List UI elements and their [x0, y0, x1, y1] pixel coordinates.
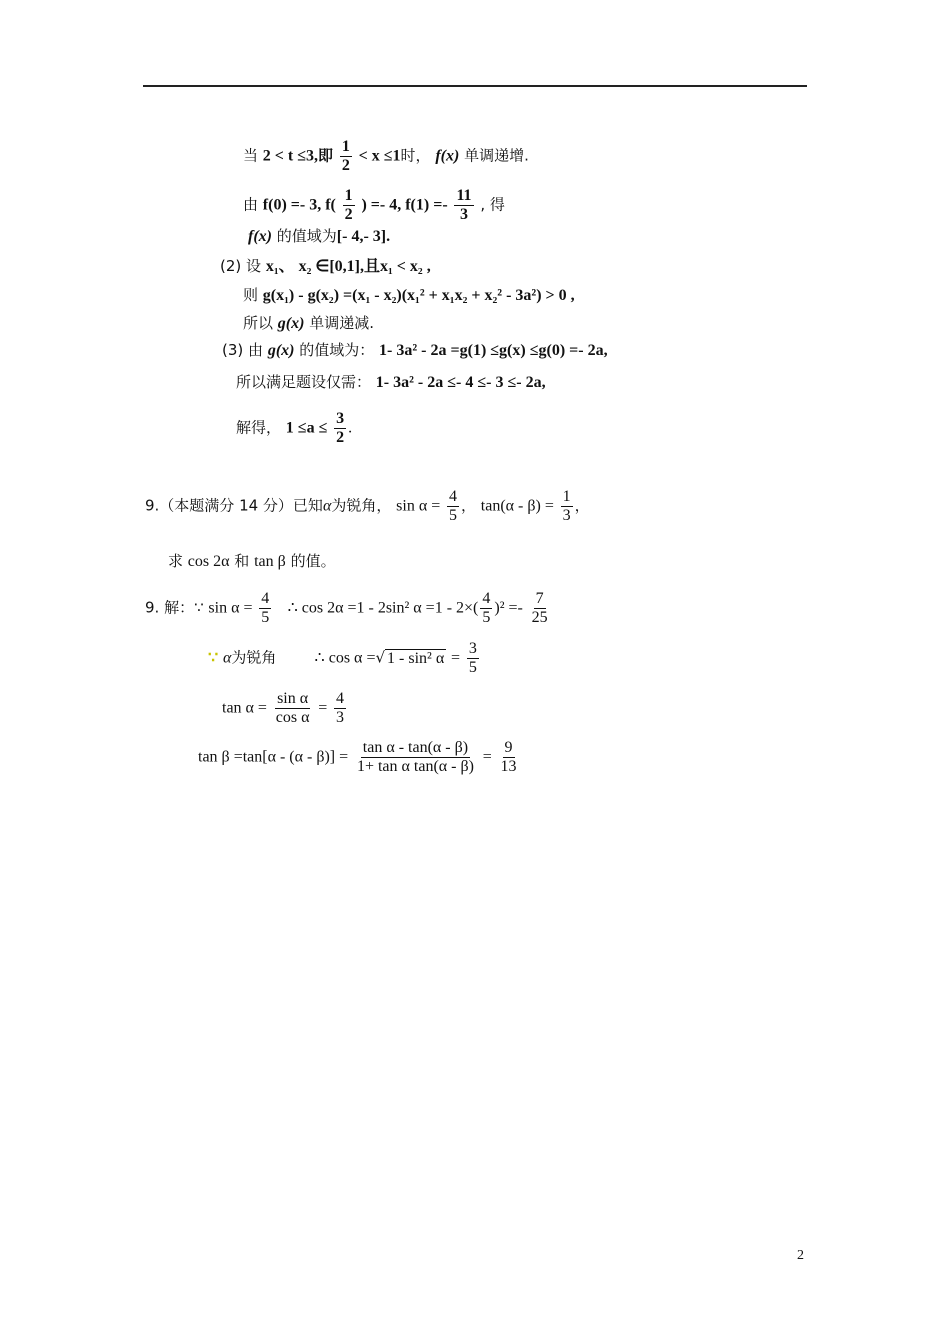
math-expr: =	[451, 649, 461, 667]
math-symbol: α	[222, 649, 232, 667]
math-expr: x₁、 x₂ ∈[0,1],且x₁ < x₂ ,	[265, 258, 431, 275]
fraction: $\frac{4}{3}$	[336, 690, 345, 726]
text: ，	[574, 496, 590, 515]
solution-9-line-4	[198, 739, 521, 776]
math-expr: < x ≤1	[358, 147, 401, 165]
text: 9.（本题满分 14 分）已知	[145, 496, 323, 515]
fraction: $\frac{4}{5}$	[449, 488, 457, 524]
solution-line-8	[236, 372, 546, 393]
fraction: $\frac{9}{13}$	[500, 739, 517, 775]
fraction: $\frac{7}{25}$	[531, 590, 548, 626]
sqrt-expr: 1 - sin² α	[387, 649, 445, 667]
solution-line-1	[243, 138, 529, 175]
text: 所以	[243, 314, 274, 332]
text: 时，	[400, 146, 431, 165]
text: 解得，	[236, 418, 282, 437]
fraction: $\frac{4}{5}$	[261, 590, 270, 626]
math-expr: f(x)	[248, 228, 272, 245]
math-expr: g(x)	[277, 315, 305, 332]
fraction: $\frac{3}{5}$	[468, 640, 477, 676]
math-expr: sin α =	[208, 599, 253, 617]
text: 的值。	[290, 552, 336, 570]
text: 为锐角，	[331, 496, 392, 515]
fraction: $\frac{3}{2}$	[336, 410, 345, 446]
because-symbol: ∵	[208, 649, 219, 667]
text: 的值域为：	[299, 341, 375, 359]
math-expr: ) =- 4, f(1) =-	[361, 196, 448, 214]
math-expr: ∴ cos α =	[314, 649, 376, 667]
fraction: $\frac{1}{3}$	[562, 488, 571, 524]
solution-9-line-3	[222, 690, 348, 727]
math-expr: =	[318, 699, 328, 717]
fraction: $\frac{1}{2}$	[344, 187, 353, 223]
text: 所以满足题设仅需：	[236, 373, 372, 391]
header-rule	[143, 85, 807, 87]
text: , 得	[480, 195, 505, 214]
math-expr: g(x)	[267, 342, 295, 359]
problem-9-ask	[168, 551, 336, 572]
math-expr: 1- 3a² - 2a ≤- 4 ≤- 3 ≤- 2a,	[375, 374, 546, 391]
math-symbol: α	[322, 497, 332, 515]
math-expr: )² =-	[494, 599, 523, 617]
fraction: $\frac{\text{sin α}}{\text{cos α}}$	[275, 690, 310, 726]
page-number: 2	[797, 1248, 804, 1263]
solution-line-5	[243, 285, 575, 306]
math-expr: [- 4,- 3].	[336, 228, 391, 245]
text: 求	[168, 552, 184, 570]
solution-line-9	[236, 410, 352, 447]
math-expr: g(x₁) - g(x₂) =(x₁ - x₂)(x₁² + x₁x₂ + x₂² - 3a²) > 0 ,	[262, 287, 575, 304]
math-expr: 2 < t ≤3,	[262, 147, 319, 165]
fraction: $\frac{11}{3}$	[456, 187, 472, 223]
solution-line-4	[220, 256, 431, 277]
math-expr: 1 ≤a ≤	[285, 419, 328, 437]
text: (2) 设	[220, 257, 262, 275]
fraction: $\frac{1}{2}$	[341, 138, 350, 174]
math-expr: =	[482, 748, 492, 766]
math-expr: tan(α - β) =	[480, 497, 554, 515]
text: 即	[318, 146, 334, 165]
fraction: $\frac{4}{5}$	[482, 590, 491, 626]
text: 则	[243, 286, 259, 304]
solution-9-line-2: ∵ α为锐角 ∴ cos α =√ 1 - sin² α = $\frac{3}{5}$	[208, 640, 477, 676]
text: (3) 由	[222, 341, 264, 359]
solution-9-line-1	[145, 590, 552, 627]
math-expr: tan α =	[222, 699, 267, 717]
solution-line-2	[243, 187, 505, 224]
solution-line-7	[222, 340, 608, 361]
math-expr: cos 2α	[187, 553, 230, 570]
math-expr: f(0) =- 3, f(	[262, 196, 336, 214]
math-expr: sin α =	[396, 497, 441, 515]
text: 和	[234, 552, 250, 570]
text: 9. 解：∵	[145, 598, 204, 617]
math-expr: tan β	[254, 553, 286, 570]
math-expr: ∴ cos 2α =1 - 2sin² α =1 - 2×(	[287, 599, 479, 617]
fraction: $\frac{\text{tan α - tan(α - β)}}{\text{1+ tan α tan(α - β)}}$	[356, 739, 474, 775]
problem-9-statement	[145, 488, 590, 525]
text: 为锐角	[231, 648, 277, 667]
text: 的值域为	[276, 227, 337, 245]
solution-line-6	[243, 313, 374, 334]
text: .	[348, 419, 353, 437]
solution-line-3	[248, 226, 390, 247]
text: ，	[461, 496, 477, 515]
math-expr: tan β =tan[α - (α - β)] =	[198, 748, 349, 766]
text: 由	[243, 195, 259, 214]
text: 单调递增.	[464, 146, 529, 165]
text: 单调递减.	[309, 314, 375, 332]
math-expr: f(x)	[435, 147, 460, 165]
math-expr: 1- 3a² - 2a =g(1) ≤g(x) ≤g(0) =- 2a,	[379, 342, 608, 359]
text: 当	[243, 146, 259, 165]
